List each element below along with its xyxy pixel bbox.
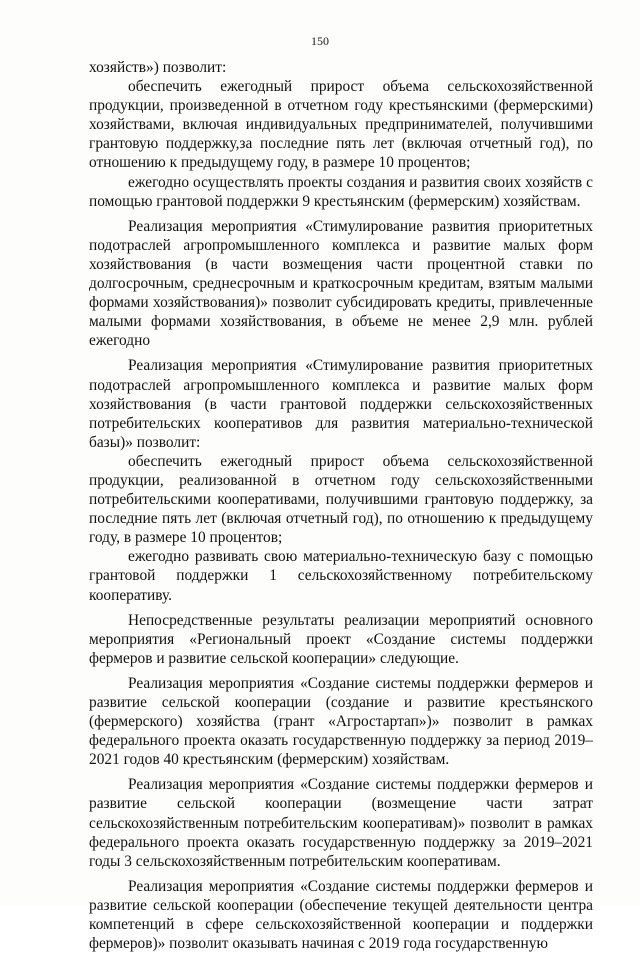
paragraph-growth-farms: обеспечить ежегодный прирост объема сельскохозяйственной продукции, произведенной в отчетном году крестьянскими (фермерскими) хозяйствами, включая индивидуальных предпринимателей, получившими грантовую поддержку,за последние пять лет (включая отчетный год), по отношению к предыдущему году, в размере 10 процентов; (89, 78, 593, 172)
paragraph-cost-reimbursement: Реализация мероприятия «Создание системы поддержки фермеров и развитие сельской кооперации (возмещение части затрат сельскохозяйственным потребительским кооперативам)» позволит в рамках федерального проекта оказать государственную поддержку за 2019–2021 годы 3 сельскохозяйственным потребительским кооперативам. (89, 776, 593, 870)
paragraph-agrostartup: Реализация мероприятия «Создание системы поддержки фермеров и развитие сельской кооперации (создание и развитие крестьянского (фермерского) хозяйства (грант «Агростартап»)» позволит в рамках федерального проекта оказать государственную поддержку за период 2019–2021 годов 40 крестьянским (фермерским) хозяйствам. (89, 674, 593, 769)
paragraph-grant-farms: ежегодно осуществлять проекты создания и развития своих хозяйств с помощью грантовой поддержки 9 крестьянским (фермерским) хозяйствам. (89, 173, 593, 210)
paragraph-credit-subsidy: Реализация мероприятия «Стимулирование развития приоритетных подотраслей агропромышленного комплекса и развитие малых форм хозяйствования (в части возмещения части процентной ставки по долгосрочным, среднесрочным и краткосрочным кредитам, взятым малыми формами хозяйствования)» позволит субсидировать кредиты, привлеченные малыми формами хозяйствования, в объеме не менее 2,9 млн. рублей ежегодно (89, 217, 593, 350)
paragraph-continuation: хозяйств») позволит: (89, 59, 227, 76)
page-number: 150 (311, 34, 329, 48)
document-body (89, 58, 593, 953)
paragraph-direct-results: Непосредственные результаты реализации мероприятий основного мероприятия «Региональный проект «Создание системы поддержки фермеров и развитие сельской кооперации» следующие. (89, 611, 593, 667)
paragraph-material-base: ежегодно развивать свою материально-техническую базу с помощью грантовой поддержки 1 сельскохозяйственному потребительскому кооперативу. (89, 548, 593, 604)
paragraph-cooperative-grants: Реализация мероприятия «Стимулирование развития приоритетных подотраслей агропромышленного комплекса и развитие малых форм хозяйствования (в части грантовой поддержки сельскохозяйственных потребительских кооперативов для развития материально-технической базы)» позволит: (89, 357, 593, 451)
paragraph-growth-cooperatives: обеспечить ежегодный прирост объема сельскохозяйственной продукции, реализованной в отчетном году сельскохозяйственными потребительскими кооперативами, получившими грантовую поддержку, за последние пять лет (включая отчетный год), по отношению к предыдущему году, в размере 10 процентов; (89, 452, 593, 547)
paragraph-competence-center: Реализация мероприятия «Создание системы поддержки фермеров и развитие сельской кооперации (обеспечение текущей деятельности центра компетенций в сфере сельскохозяйственной кооперации и поддержки фермеров)» позволит оказывать начиная с 2019 года государственную (89, 877, 593, 953)
